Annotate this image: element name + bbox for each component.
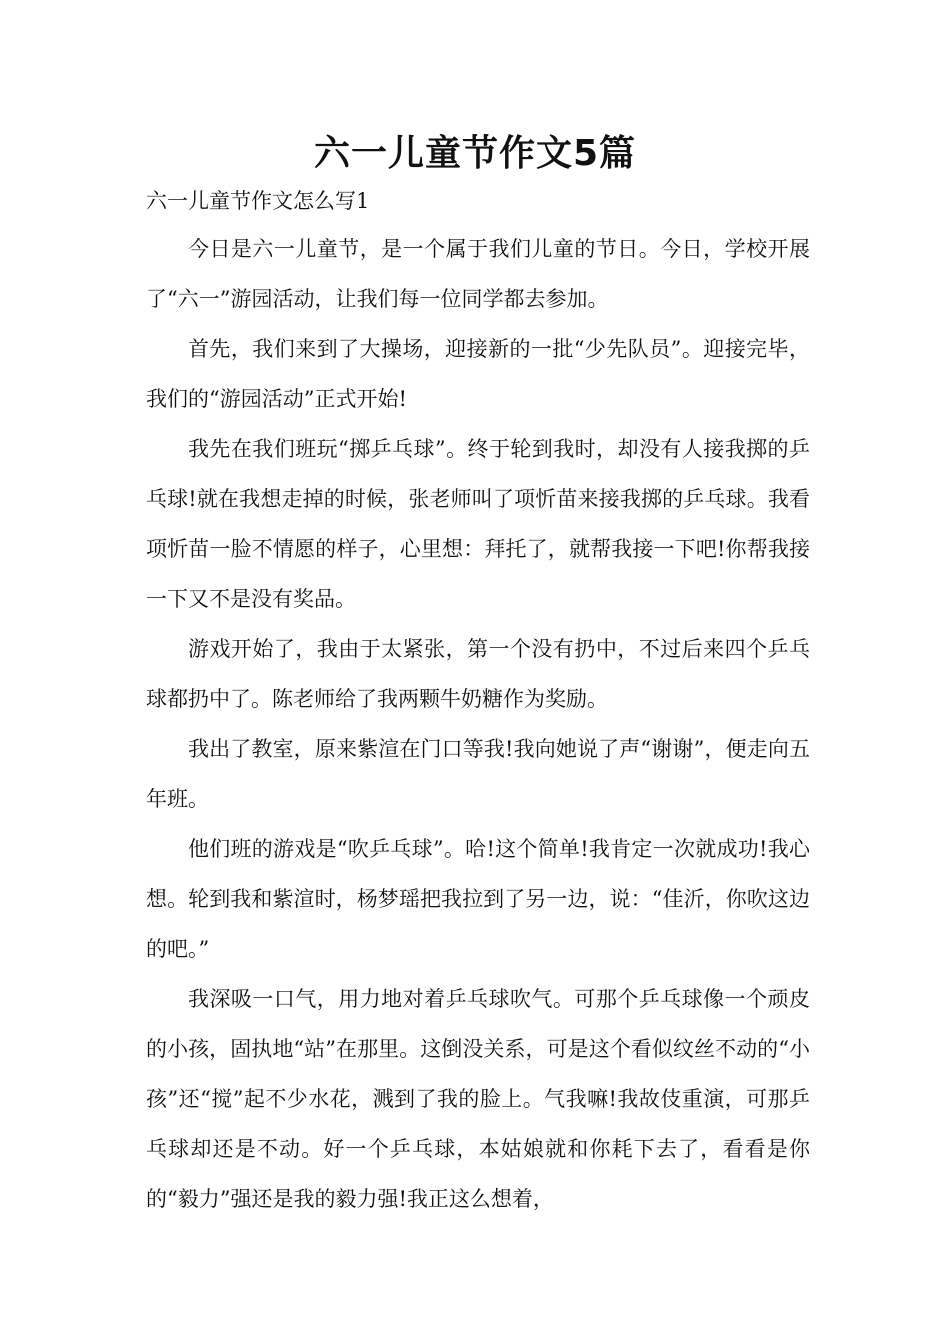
section-heading: 六一儿童节作文怎么写1 — [146, 189, 370, 213]
paragraph-2: 首先，我们来到了大操场，迎接新的一批“少先队员”。迎接完毕，我们的“游园活动”正式开始! — [146, 337, 810, 411]
paragraph-7: 我深吸一口气，用力地对着乒乓球吹气。可那个乒乓球像一个顽皮的小孩，固执地“站”在那里。这倒没关系，可是这个看似纹丝不动的“小孩”还“搅”起不少水花，溅到了我的脸上。气我嘛!我故伎重演，可那乒乓球却还是不动。好一个乒乓球，本姑娘就和你耗下去了，看看是你的“毅力”强还是我的毅力强!我正这么想着， — [146, 987, 810, 1211]
paragraph-6: 他们班的游戏是“吹乒乓球”。哈!这个简单!我肯定一次就成功!我心想。轮到我和紫渲时，杨梦瑶把我拉到了另一边，说：“佳沂，你吹这边的吧。” — [146, 837, 810, 961]
paragraph-1: 今日是六一儿童节，是一个属于我们儿童的节日。今日，学校开展了“六一”游园活动，让我们每一位同学都去参加。 — [146, 237, 810, 311]
paragraph-3: 我先在我们班玩“掷乒乓球”。终于轮到我时，却没有人接我掷的乒乓球!就在我想走掉的时候，张老师叫了项忻苗来接我掷的乒乓球。我看项忻苗一脸不情愿的样子，心里想：拜托了，就帮我接一下吧!你帮我接一下又不是没有奖品。 — [146, 437, 810, 611]
paragraph-5: 我出了教室，原来紫渲在门口等我!我向她说了声“谢谢”，便走向五年班。 — [146, 737, 810, 811]
document-title: 六一儿童节作文5篇 — [313, 133, 637, 174]
paragraph-4: 游戏开始了，我由于太紧张，第一个没有扔中，不过后来四个乒乓球都扔中了。陈老师给了我两颗牛奶糖作为奖励。 — [146, 637, 810, 711]
document-body — [146, 224, 810, 1224]
